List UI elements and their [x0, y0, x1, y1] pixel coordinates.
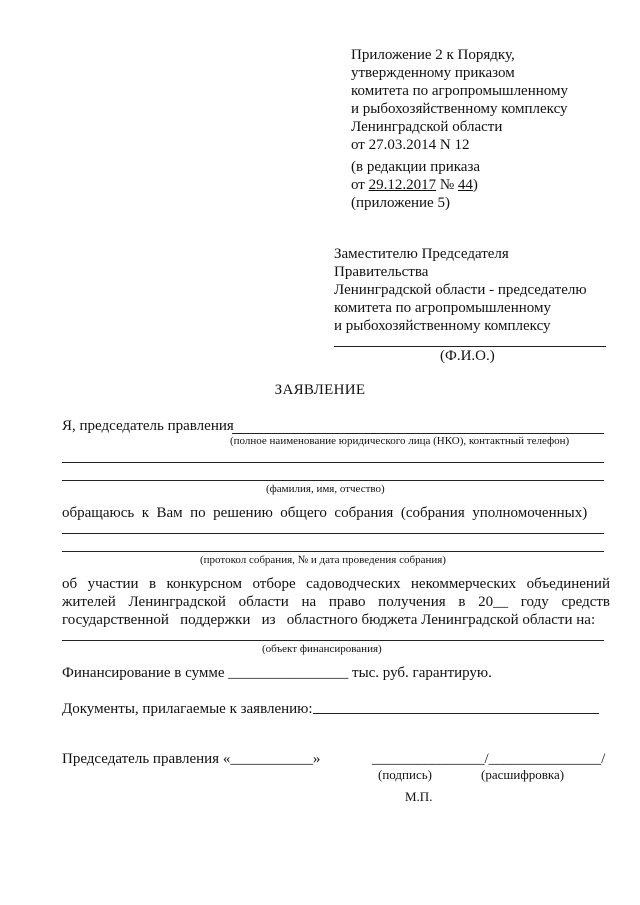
edition-close: )	[472, 177, 478, 193]
caption-object: (объект финансирования)	[262, 643, 382, 655]
signature-fields[interactable]: _______________/_______________/	[372, 751, 606, 767]
header-line-5: Ленинградской области	[351, 119, 503, 135]
attachment-note: (приложение 5)	[351, 195, 450, 211]
protocol-field[interactable]	[62, 533, 604, 534]
appeal-text: обращаюсь к Вам по решению общего собрания (собрания уполномоченных)	[62, 505, 588, 521]
edition-line	[351, 176, 478, 194]
header-line-1: Приложение 2 к Порядку,	[351, 47, 515, 63]
addressee-line-5: и рыбохозяйственному комплексу	[334, 318, 551, 334]
addressee-line-2: Правительства	[334, 264, 429, 280]
caption-decode: (расшифровка)	[481, 767, 565, 782]
edition-prefix: (в редакции приказа	[351, 159, 481, 175]
caption-fio: (фамилия, имя, отчество)	[266, 483, 385, 495]
header-line-3: комитета по агропромышленному	[351, 83, 568, 99]
caption-signature: (подпись)	[378, 767, 432, 782]
header-line-4: и рыбохозяйственному комплексу	[351, 101, 568, 117]
addressee-line-4: комитета по агропромышленному	[334, 300, 551, 316]
paragraph-line-2: жителей Ленинградской области на право получения в 20__ году средств	[62, 594, 610, 610]
edition-no-sign: №	[436, 177, 458, 193]
documents-field[interactable]	[313, 713, 599, 714]
chairman-signature-label: Председатель правления «___________»	[62, 751, 321, 767]
header-line-2: утвержденному приказом	[351, 65, 515, 81]
fio-caption: (Ф.И.О.)	[440, 348, 495, 364]
caption-protocol: (протокол собрания, № и дата проведения собрания)	[200, 554, 446, 566]
paragraph-line-1: об участии в конкурсном отборе садоводческих некоммерческих объединений	[62, 576, 610, 592]
protocol-field-2[interactable]	[62, 551, 604, 552]
stamp-place: М.П.	[405, 789, 433, 804]
fio-field[interactable]	[62, 480, 604, 481]
edition-number-link[interactable]: 44	[457, 177, 473, 193]
addressee-line-3: Ленинградской области - председателю	[334, 282, 587, 298]
caption-org: (полное наименование юридического лица (НКО), контактный телефон)	[230, 435, 570, 447]
org-name-field[interactable]	[232, 433, 604, 434]
header-line-6: от 27.03.2014 N 12	[351, 137, 470, 153]
edition-date-link[interactable]: 29.12.2017	[368, 177, 437, 193]
object-field[interactable]	[62, 640, 604, 641]
financing-text: Финансирование в сумме ________________ тыс. руб. гарантирую.	[62, 665, 492, 681]
chairman-intro: Я, председатель правления	[62, 418, 234, 434]
org-name-field-2[interactable]	[62, 462, 604, 463]
edition-from: от	[351, 177, 369, 193]
paragraph-line-3: государственной поддержки из областного бюджета Ленинградской области на:	[62, 612, 596, 628]
document-title: ЗАЯВЛЕНИЕ	[274, 382, 366, 398]
documents-label: Документы, прилагаемые к заявлению:	[62, 701, 313, 717]
addressee-line-1: Заместителю Председателя	[334, 246, 509, 262]
